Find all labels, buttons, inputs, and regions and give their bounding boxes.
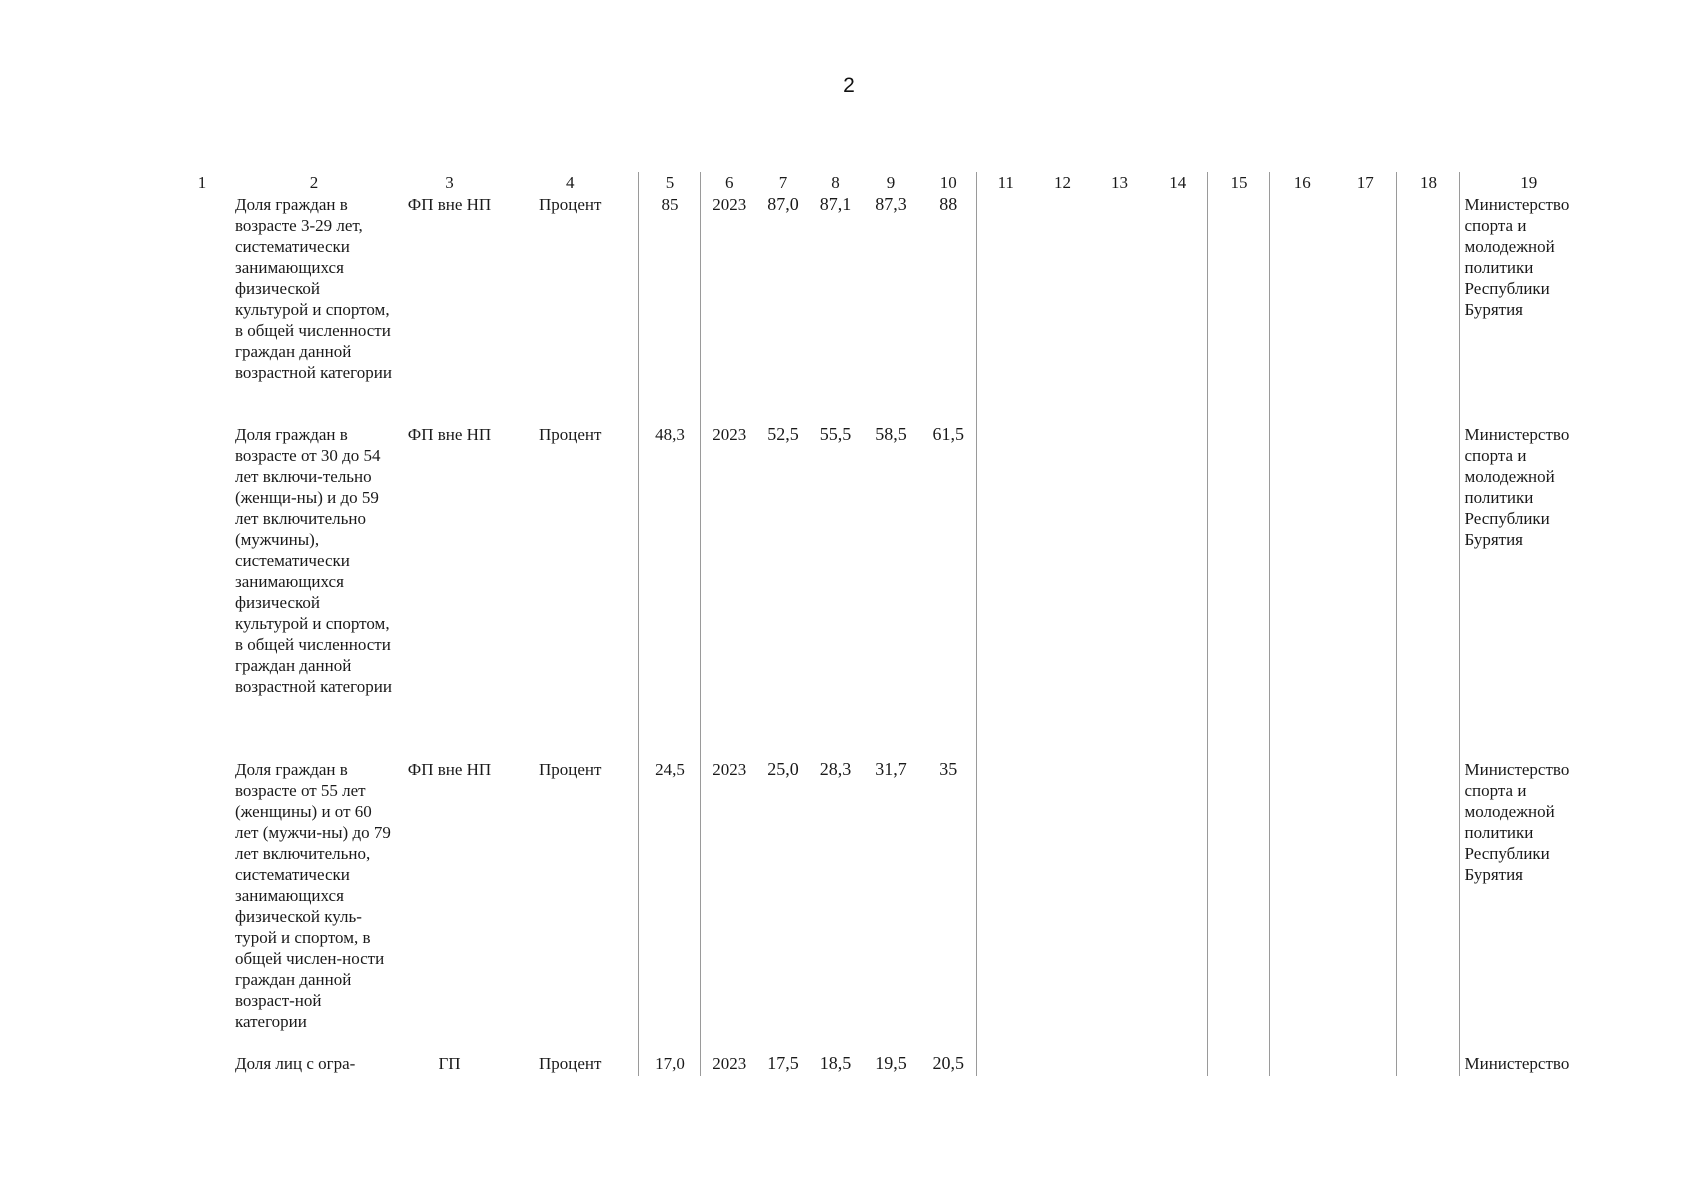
indicator-level: ФП вне НП [407, 425, 492, 444]
unit: Процент [539, 1054, 602, 1073]
empty-cell [1147, 194, 1207, 424]
value-col-7: 17,5 [767, 1053, 799, 1073]
value-col-10: 88 [939, 194, 958, 214]
empty-cell [1333, 759, 1396, 1053]
base-year: 2023 [700, 1053, 756, 1076]
empty-cell [1033, 194, 1090, 424]
col-header-2: 2 [309, 173, 319, 192]
col-header-6: 6 [700, 172, 756, 194]
value-col-8: 28,3 [819, 759, 852, 779]
empty-cell [1269, 759, 1333, 1053]
value-col-7: 25,0 [767, 759, 799, 779]
col-header-1: 1 [197, 173, 207, 192]
empty-cell [1147, 759, 1207, 1053]
col-header-12: 12 [1054, 173, 1071, 192]
table-row [172, 194, 1596, 424]
base-value: 48,3 [638, 424, 700, 759]
col-header-13: 13 [1111, 173, 1128, 192]
indicators-table [172, 172, 1596, 1076]
indicator-level: ГП [438, 1054, 461, 1073]
indicator-name: Доля граждан в возрасте от 55 лет (женщины) и от 60 лет (мужчи-ны) до 79 лет включительно, систематически занимающихся физической куль-турой и спортом, в общей числен-ности граждан данной возраст-ной категории [235, 760, 391, 1031]
value-col-9: 19,5 [875, 1053, 907, 1073]
empty-cell [1033, 424, 1090, 759]
value-col-9: 31,7 [875, 759, 907, 779]
col-header-16: 16 [1269, 172, 1333, 194]
col-header-11: 11 [976, 172, 1033, 194]
empty-cell [976, 194, 1033, 424]
indicator-level: ФП вне НП [407, 760, 492, 779]
empty-cell [1207, 194, 1269, 424]
col-header-18: 18 [1396, 172, 1459, 194]
col-header-10: 10 [939, 173, 957, 192]
empty-cell [1090, 1053, 1147, 1076]
row-number [172, 194, 230, 424]
empty-cell [1396, 759, 1459, 1053]
column-number-row [172, 172, 1596, 194]
table-row [172, 424, 1596, 759]
value-col-7: 87,0 [767, 194, 799, 214]
base-value: 17,0 [638, 1053, 700, 1076]
empty-cell [1396, 1053, 1459, 1076]
unit: Процент [539, 195, 602, 214]
row-number [172, 1053, 230, 1076]
base-year: 2023 [700, 194, 756, 424]
indicator-name: Доля лиц с огра- [235, 1054, 356, 1073]
value-col-7: 52,5 [767, 424, 799, 444]
col-header-5: 5 [638, 172, 700, 194]
page-number: 2 [843, 74, 855, 97]
empty-cell [1333, 1053, 1396, 1076]
base-value: 85 [638, 194, 700, 424]
responsible-executor: Министерство спорта и молодежной политики Республики Бурятия [1459, 194, 1596, 424]
base-year: 2023 [700, 759, 756, 1053]
col-header-7: 7 [778, 173, 788, 192]
responsible-executor: Министерство спорта и молодежной политики Республики Бурятия [1459, 424, 1596, 759]
value-col-10: 35 [939, 759, 958, 779]
value-col-9: 87,3 [875, 194, 907, 214]
table-row [172, 759, 1596, 1053]
col-header-14: 14 [1169, 173, 1187, 192]
indicator-name: Доля граждан в возрасте от 30 до 54 лет включи-тельно (женщи-ны) и до 59 лет включительно (мужчины), систематически занимающихся физической культурой и спортом, в общей численности граждан данной возрастной категории [235, 425, 392, 696]
empty-cell [1033, 1053, 1090, 1076]
empty-cell [1396, 194, 1459, 424]
unit: Процент [539, 760, 602, 779]
col-header-4: 4 [566, 173, 575, 192]
indicator-name: Доля граждан в возрасте 3-29 лет, систематически занимающихся физической культурой и спортом, в общей численности граждан данной возрастной категории [235, 195, 392, 382]
empty-cell [976, 1053, 1033, 1076]
value-col-10: 61,5 [932, 424, 964, 444]
responsible-executor: Министерство [1459, 1053, 1596, 1076]
empty-cell [1090, 759, 1147, 1053]
row-number [172, 759, 230, 1053]
value-col-9: 58,5 [875, 424, 907, 444]
base-year: 2023 [700, 424, 756, 759]
empty-cell [976, 759, 1033, 1053]
value-col-8: 87,1 [819, 194, 852, 214]
empty-cell [1090, 424, 1147, 759]
col-header-17: 17 [1356, 173, 1374, 192]
row-number [172, 424, 230, 759]
base-value: 24,5 [638, 759, 700, 1053]
indicator-level: ФП вне НП [407, 195, 492, 214]
col-header-9: 9 [886, 173, 896, 192]
empty-cell [1207, 1053, 1269, 1076]
col-header-15: 15 [1207, 172, 1269, 194]
value-col-10: 20,5 [932, 1053, 964, 1073]
empty-cell [1269, 1053, 1333, 1076]
empty-cell [1269, 194, 1333, 424]
value-col-8: 18,5 [819, 1053, 852, 1073]
empty-cell [1333, 424, 1396, 759]
empty-cell [1269, 424, 1333, 759]
empty-cell [1090, 194, 1147, 424]
empty-cell [1147, 1053, 1207, 1076]
col-header-3: 3 [445, 173, 454, 192]
col-header-8: 8 [831, 173, 840, 192]
table-row [172, 1053, 1596, 1076]
empty-cell [976, 424, 1033, 759]
empty-cell [1033, 759, 1090, 1053]
value-col-8: 55,5 [819, 424, 852, 444]
empty-cell [1396, 424, 1459, 759]
col-header-19: 19 [1459, 172, 1596, 194]
empty-cell [1333, 194, 1396, 424]
empty-cell [1147, 424, 1207, 759]
empty-cell [1207, 424, 1269, 759]
responsible-executor: Министерство спорта и молодежной политики Республики Бурятия [1459, 759, 1596, 1053]
empty-cell [1207, 759, 1269, 1053]
unit: Процент [539, 425, 602, 444]
